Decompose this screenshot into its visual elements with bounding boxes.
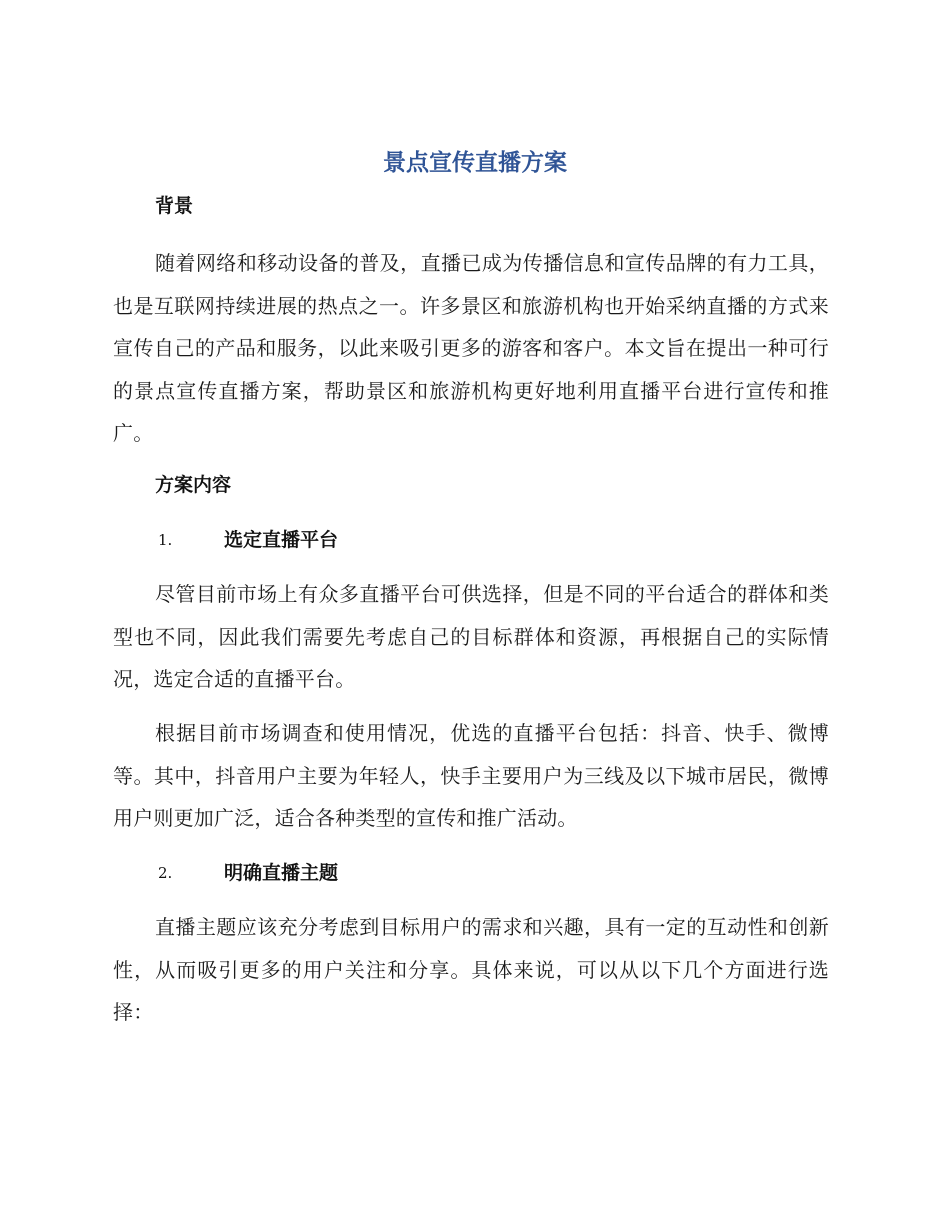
numbered-heading-2 [158, 858, 858, 888]
document-title: 景点宣传直播方案 [383, 150, 567, 176]
item1-paragraph-1: 尽管目前市场上有众多直播平台可供选择，但是不同的平台适合的群体和类型也不同，因此我们需要先考虑自己的目标群体和资源，再根据自己的实际情况，选定合适的直播平台。 [113, 582, 829, 691]
section-heading-content: 方案内容 [155, 474, 232, 496]
numbered-heading-label: 选定直播平台 [224, 529, 339, 551]
list-number: 1. [158, 531, 173, 549]
background-paragraph: 随着网络和移动设备的普及，直播已成为传播信息和宣传品牌的有力工具，也是互联网持续进展的热点之一。许多景区和旅游机构也开始采纳直播的方式来宣传自己的产品和服务，以此来吸引更多的游客和客户。本文旨在提出一种可行的景点宣传直播方案，帮助景区和旅游机构更好地利用直播平台进行宣传和推广。 [113, 251, 829, 445]
list-number: 2. [158, 864, 173, 882]
section-heading-background: 背景 [155, 195, 194, 217]
item1-paragraph-2: 根据目前市场调查和使用情况，优选的直播平台包括：抖音、快手、微博等。其中，抖音用户主要为年轻人，快手主要用户为三线及以下城市居民，微博用户则更加广泛，适合各种类型的宣传和推广活动。 [113, 721, 829, 830]
item2-paragraph-1: 直播主题应该充分考虑到目标用户的需求和兴趣，具有一定的互动性和创新性，从而吸引更多的用户关注和分享。具体来说，可以从以下几个方面进行选择： [113, 915, 829, 1024]
numbered-heading-label: 明确直播主题 [224, 862, 339, 884]
numbered-heading-1 [158, 525, 858, 555]
